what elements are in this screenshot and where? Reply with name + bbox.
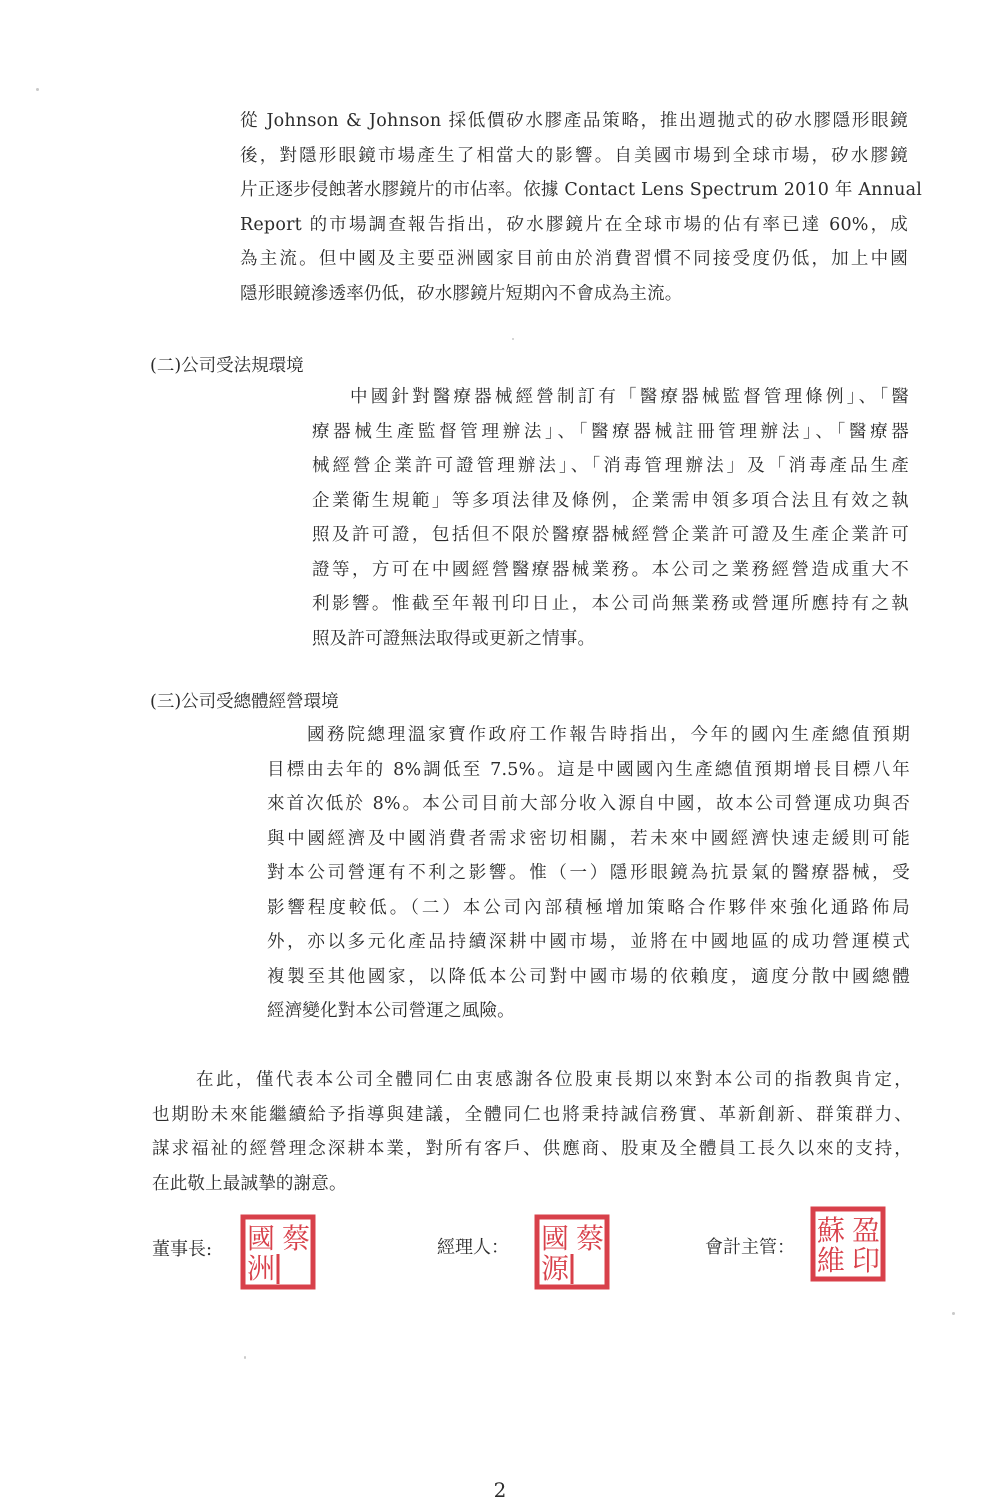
text-line: 對本公司營運有不利之影響。惟（一）隱形眼鏡為抗景氣的醫療器械，受 bbox=[267, 863, 910, 883]
scan-speck bbox=[512, 338, 514, 340]
text-line: 械經營企業許可證管理辦法」、「消毒管理辦法」及「消毒產品生產 bbox=[312, 456, 909, 476]
svg-text:維: 維 bbox=[816, 1244, 846, 1277]
text-line: 在此敬上最誠摯的謝意。 bbox=[152, 1173, 347, 1194]
economy-heading: (三)公司受總體經營環境 bbox=[150, 692, 339, 712]
text-line: 國務院總理溫家寶作政府工作報告時指出，今年的國內生產總值預期 bbox=[307, 725, 910, 745]
text-line: Report 的市場調查報告指出，矽水膠鏡片在全球市場的佔有率已達 60%，成 bbox=[240, 214, 908, 235]
svg-text:蔡: 蔡 bbox=[281, 1222, 311, 1255]
text-line: 影響程度較低。（二）本公司內部積極增加策略合作夥伴來強化通路佈局 bbox=[267, 897, 910, 918]
text-line: 照及許可證無法取得或更新之情事。 bbox=[312, 628, 596, 649]
text-line: 為主流。但中國及主要亞洲國家目前由於消費習慣不同接受度仍低，加上中國 bbox=[240, 249, 908, 269]
text-line: 謀求福祉的經營理念深耕本業，對所有客戶、供應商、股東及全體員工長久以來的支持， bbox=[152, 1139, 912, 1159]
text-line: 在此，僅代表本公司全體同仁由衷感謝各位股東長期以來對本公司的指教與肯定， bbox=[196, 1070, 912, 1090]
text-line: 從 Johnson & Johnson 採低價矽水膠產品策略，推出週拋式的矽水膠隱形眼鏡 bbox=[240, 111, 908, 131]
text-line: 後，對隱形眼鏡市場產生了相當大的影響。自美國市場到全球市場，矽水膠鏡 bbox=[240, 145, 908, 166]
chairman-seal bbox=[240, 1214, 316, 1290]
manager-seal bbox=[534, 1214, 610, 1290]
svg-text:蘇: 蘇 bbox=[816, 1214, 846, 1247]
manager-label: 經理人： bbox=[437, 1237, 509, 1258]
text-line: 目標由去年的 8%調低至 7.5%。這是中國國內生產總值預期增長目標八年 bbox=[267, 759, 910, 780]
scan-speck bbox=[244, 1356, 246, 1359]
chairman-label: 董事長: bbox=[152, 1239, 213, 1260]
scan-speck bbox=[36, 88, 39, 91]
accountant-seal bbox=[810, 1206, 886, 1282]
text-line: 隱形眼鏡滲透率仍低，矽水膠鏡片短期內不會成為主流。 bbox=[240, 283, 683, 304]
text-line: 也期盼未來能繼續給予指導與建議，全體同仁也將秉持誠信務實、革新創新、群策群力、 bbox=[152, 1104, 912, 1125]
text-line: 複製至其他國家，以降低本公司對中國市場的依賴度，適度分散中國總體 bbox=[267, 966, 910, 987]
scan-speck bbox=[952, 1312, 955, 1315]
closing-paragraph bbox=[152, 1063, 912, 1201]
economy-paragraph bbox=[267, 718, 910, 1029]
regulation-heading: (二)公司受法規環境 bbox=[150, 356, 304, 376]
text-line: 經濟變化對本公司營運之風險。 bbox=[267, 1001, 515, 1021]
accountant-label: 會計主管： bbox=[705, 1237, 795, 1258]
text-line: 片正逐步侵蝕著水膠鏡片的市佔率。依據 Contact Lens Spectrum 2010 年 Annual bbox=[240, 180, 923, 200]
svg-text:盈: 盈 bbox=[851, 1214, 881, 1247]
regulation-paragraph bbox=[312, 380, 909, 656]
text-line: 中國針對醫療器械經營制訂有「醫療器械監督管理條例」、「醫 bbox=[350, 387, 909, 407]
text-line: 證等，方可在中國經營醫療器械業務。本公司之業務經營造成重大不 bbox=[312, 559, 909, 580]
svg-text:蔡: 蔡 bbox=[575, 1222, 605, 1255]
page-number: 2 bbox=[493, 1478, 507, 1502]
text-line: 來首次低於 8%。本公司目前大部分收入源自中國，故本公司營運成功與否 bbox=[267, 794, 910, 814]
svg-text:洲: 洲 bbox=[246, 1252, 276, 1285]
text-line: 利影響。惟截至年報刊印日止，本公司尚無業務或營運所應持有之執 bbox=[312, 594, 909, 614]
text-line: 與中國經濟及中國消費者需求密切相關，若未來中國經濟快速走緩則可能 bbox=[267, 828, 910, 849]
svg-text:國: 國 bbox=[540, 1222, 570, 1255]
text-line: 外，亦以多元化產品持續深耕中國市場，並將在中國地區的成功營運模式 bbox=[267, 932, 910, 952]
text-line: 企業衛生規範」等多項法律及條例，企業需申領多項合法且有效之執 bbox=[312, 490, 909, 511]
market-paragraph bbox=[240, 104, 923, 311]
text-line: 療器械生產監督管理辦法」、「醫療器械註冊管理辦法」、「醫療器 bbox=[312, 421, 909, 442]
svg-text:源: 源 bbox=[540, 1252, 570, 1285]
text-line: 照及許可證，包括但不限於醫療器械經營企業許可證及生產企業許可 bbox=[312, 525, 909, 545]
svg-text:印: 印 bbox=[851, 1244, 881, 1277]
svg-text:國: 國 bbox=[246, 1222, 276, 1255]
